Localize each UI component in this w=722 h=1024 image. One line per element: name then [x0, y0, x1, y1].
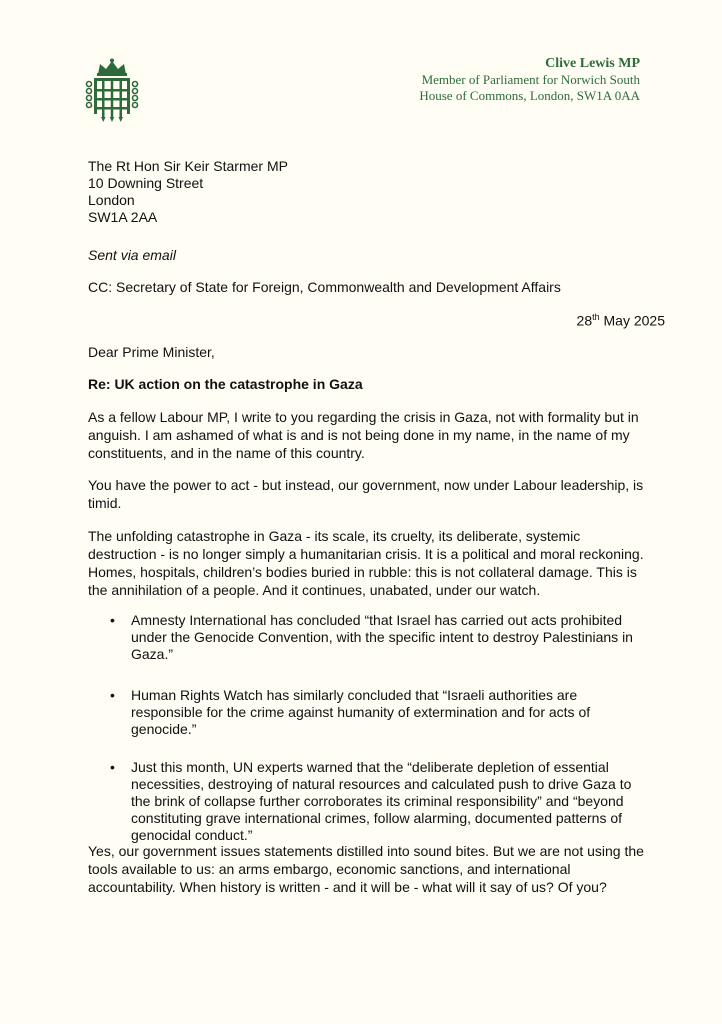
date-suffix: th: [592, 312, 600, 322]
list-item: [88, 759, 648, 844]
sender-role: Member of Parliament for Norwich South: [421, 72, 640, 87]
list-item-text: Just this month, UN experts warned that the “deliberate depletion of essential necessities, destroying of natural resources and calculated push to drive Gaza to the brink of collapse further corroborates its criminal responsibility” and “beyond constituting grave international crimes, follow alarming, documented patterns of genocidal conduct.”: [131, 759, 632, 843]
list-item: [88, 612, 648, 663]
recipient-address: [88, 158, 288, 226]
body-paragraph: As a fellow Labour MP, I write to you regarding the crisis in Gaza, not with formality but in anguish. I am ashamed of what is and is not being done in my name, in the name of my constituents, and in the name of this country.: [88, 409, 639, 461]
salutation: Dear Prime Minister,: [88, 344, 215, 360]
list-item: [88, 687, 648, 738]
body-paragraph: The unfolding catastrophe in Gaza - its scale, its cruelty, its deliberate, systemic destruction - is no longer simply a humanitarian crisis. It is a political and moral reckoning. Homes, hospitals, children’s bodies buried in rubble: this is not collateral damage. This is the annihilation of a people. And it continues, unabated, under our watch.: [88, 528, 644, 598]
bullet-icon: •: [110, 759, 115, 775]
cc-line: CC: Secretary of State for Foreign, Commonwealth and Development Affairs: [88, 279, 561, 295]
date-day: 28: [576, 312, 593, 329]
sender-name: Clive Lewis MP: [545, 56, 640, 71]
date-rest: May 2025: [599, 312, 665, 329]
closing-paragraph: Yes, our government issues statements distilled into sound bites. But we are not using the tools available to us: an arms embargo, economic sanctions, and international accountability. When history is written - and it will be - what will it say of us? Of you?: [88, 843, 644, 895]
recipient-line: SW1A 2AA: [88, 209, 158, 225]
list-item-text: Amnesty International has concluded “that Israel has carried out acts prohibited under the Genocide Convention, with the specific intent to destroy Palestinians in Gaza.”: [131, 612, 633, 662]
subject-line: Re: UK action on the catastrophe in Gaza: [88, 376, 363, 392]
sender-block: [419, 56, 640, 104]
quotes-list: [88, 612, 648, 844]
letter-date: [577, 312, 665, 329]
body-paragraph: You have the power to act - but instead, our government, now under Labour leadership, is timid.: [88, 477, 644, 511]
recipient-line: London: [88, 192, 135, 208]
portcullis-icon: [84, 58, 140, 122]
bullet-icon: •: [110, 612, 115, 628]
bullet-icon: •: [110, 687, 115, 703]
recipient-line: 10 Downing Street: [88, 175, 204, 191]
recipient-line: The Rt Hon Sir Keir Starmer MP: [88, 158, 288, 174]
sent-via: Sent via email: [88, 247, 176, 263]
list-item-text: Human Rights Watch has similarly concluded that “Israeli authorities are responsible for the crime against humanity of extermination and for acts of genocide.”: [131, 687, 591, 737]
sender-address: House of Commons, London, SW1A 0AA: [419, 88, 640, 103]
